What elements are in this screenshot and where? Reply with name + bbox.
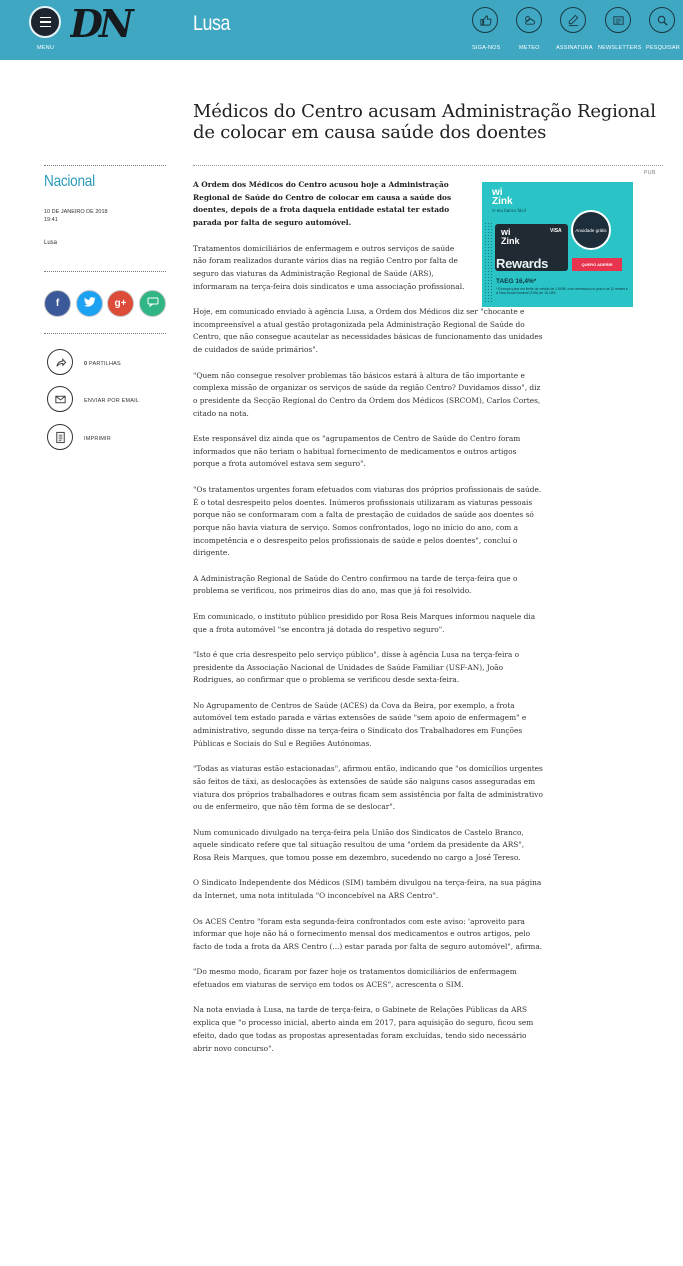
- article-paragraph: Na nota enviada à Lusa, na tarde de terça-feira, o Gabinete de Relações Públicas da ARS explica que "o processo inicial, aberto ainda em 2017, para aquisição do seguro, ficou sem efeito, dado que todas as propostas apresentadas foram excluídas, tendo sido necessário abrir novo concurso".: [193, 1005, 534, 1053]
- dn-logo[interactable]: [70, 2, 136, 46]
- ad-cta-button[interactable]: QUERO ADERIR: [572, 258, 622, 271]
- card-brand-bottom: Zink: [501, 236, 520, 246]
- ad-tagline: O teu banco fácil: [492, 208, 526, 213]
- ad-fine-print: * Exemplo para um limite de crédito de 1.500€, com reembolso no prazo de 12 meses e à Taxa Anual Nominal (TAN) de 16,18%.: [496, 287, 628, 295]
- article-paragraph: "Isto é que cria desrespeito pelo serviço público", disse à agência Lusa na terça-feira o presidente da Associação Nacional de Unidades de Saúde Familiar (USF-AN), João Rodrigues, ao confirmar que o problema se verificou desde sexta-feira.: [193, 649, 520, 685]
- share-count-label: PARTILHAS: [89, 361, 121, 367]
- weather-icon[interactable]: [516, 7, 542, 33]
- thumbs-up-icon[interactable]: [472, 7, 498, 33]
- subscription-icon[interactable]: [560, 7, 586, 33]
- print-label[interactable]: IMPRIMIR: [84, 436, 111, 442]
- divider: [44, 333, 166, 334]
- ad-badge: Anuidade grátis: [571, 210, 611, 250]
- email-button[interactable]: [47, 386, 73, 412]
- article-paragraph: Num comunicado divulgado na terça-feira pela União dos Sindicatos de Castelo Branco, aquele sindicato refere que tal situação resultou de uma "ordem da presidente da ARS", Rosa Reis Marques, que tomou posse em dezembro, sucedendo no cargo a José Tereso.: [193, 827, 525, 863]
- facebook-share-button[interactable]: [44, 290, 71, 317]
- article-paragraph: Este responsável diz ainda que os "agrupamentos de Centro de Saúde do Centro foram informados que não teriam o habitual fornecimento de medicamentos e outros artigos porque a frota automóvel estava sem seguro".: [193, 434, 521, 469]
- ad-rewards: Rewards: [496, 256, 549, 271]
- newsletter-icon[interactable]: [605, 7, 631, 33]
- facebook-icon: f: [55, 298, 60, 309]
- article-paragraph: Tratamentos domiciliários de enfermagem e outros serviços de saúde não foram realizados durante vários dias na região Centro por falta de seguro das viaturas da Administração Regional de Saúde (ARS), informaram na terça-feira dois sindicatos e uma associação profissional.: [193, 243, 465, 291]
- envelope-icon: [54, 393, 67, 406]
- menu-button[interactable]: [29, 6, 61, 38]
- section-title[interactable]: Lusa: [193, 12, 231, 35]
- article-body: [193, 179, 543, 1068]
- article-paragraph: "Do mesmo modo, ficaram por fazer hoje os tratamentos domiciliários de enfermagem efetuados em viaturas de serviço em todos os ACES", acrescenta o SIM.: [193, 967, 517, 990]
- pub-label: PUB: [644, 170, 656, 176]
- divider: [44, 165, 166, 166]
- email-label[interactable]: ENVIAR POR EMAIL: [84, 398, 140, 404]
- divider: [193, 165, 663, 166]
- article-paragraph: Hoje, em comunicado enviado à agência Lusa, a Ordem dos Médicos diz ser "chocante e incompreensível a atual gestão protagonizada pela Administração Regional de Saúde do Centro, que não consegue acautelar as necessidades básicas de funcionamento das unidades de cuidados de saúde primários".: [193, 307, 543, 355]
- card-brand-top: wi: [501, 227, 511, 237]
- hamburger-icon: [40, 15, 51, 29]
- article-paragraph: A Administração Regional de Saúde do Centro confirmou na tarde de terça-feira que o problema se verificou, nos primeiros dias do ano, mas que já foi resolvido.: [193, 573, 518, 596]
- article-headline: Médicos do Centro acusam Administração Regional de colocar em causa saúde dos doentes: [193, 101, 656, 144]
- date-text: 10 DE JANEIRO DE 2018: [44, 209, 108, 215]
- share-count: [84, 361, 121, 367]
- messenger-icon: [147, 297, 159, 310]
- article-paragraph: Em comunicado, o instituto público presidido por Rosa Reis Marques informou naquele dia que a frota automóvel "se encontra já dotada do respetivo seguro".: [193, 611, 536, 634]
- ad-brand-top: wi: [492, 187, 503, 198]
- category-link[interactable]: Nacional: [44, 173, 95, 190]
- print-button[interactable]: [47, 424, 73, 450]
- article-paragraph: No Agrupamento de Centros de Saúde (ACES) da Cova da Beira, por exemplo, a frota automóvel tem estado parada e várias extensões de saúde "sem apoio de enfermagem" e administrativo, segundo disse na terça-feira o Sindicato dos Trabalhadores em Funções Públicas e Sociais do Sul e Regiões Autónomas.: [193, 700, 527, 748]
- nav-label-meteo: METEO: [519, 45, 540, 51]
- share-count-number: 0: [84, 361, 88, 367]
- share-button[interactable]: [47, 349, 73, 375]
- article-author: Lusa: [44, 240, 58, 246]
- article-paragraph: O Sindicato Independente dos Médicos (SIM) também divulgou na terça-feira, na sua página da Internet, uma nota intitulada "O inconcebível na ARS Centro".: [193, 878, 542, 901]
- messenger-share-button[interactable]: [139, 290, 166, 317]
- article-date: [44, 208, 108, 224]
- menu-label: MENU: [37, 45, 54, 51]
- twitter-icon: [84, 297, 96, 310]
- search-icon[interactable]: [649, 7, 675, 33]
- nav-label-siga: SIGA-NOS: [472, 45, 501, 51]
- share-arrow-icon: [54, 356, 67, 369]
- article-paragraph: "Os tratamentos urgentes foram efetuados com viaturas dos próprios profissionais de saúde. É o total desrespeito pelos doentes. Inúmeros profissionais utilizaram as viaturas pessoais porque não se conformaram com a falta de prestação de cuidados de saúde aos doentes só porque não havia viatura de serviço. Somos confrontados, logo no início do ano, com a incompetência e o desrespeito pelos profissionais de saúde e pelos doentes", concluí o dirigente.: [193, 484, 542, 558]
- nav-label-pesquisar: PESQUISAR: [646, 45, 680, 51]
- logo-text: DN: [70, 2, 130, 46]
- nav-label-newsletters: NEWSLETTERS: [598, 45, 642, 51]
- print-icon: [54, 431, 67, 444]
- google-plus-share-button[interactable]: [107, 290, 134, 317]
- article-lead: A Ordem dos Médicos do Centro acusou hoje a Administração Regional de Saúde do Centro de colocar em causa a saúde dos doentes, depois de a frota daquela entidade estatal ter estado parada por falta de seguro automóvel.: [193, 180, 452, 228]
- time-text: 19:41: [44, 217, 58, 223]
- top-bar: [0, 0, 683, 60]
- nav-label-assinatura: ASSINATURA: [556, 45, 593, 51]
- article-paragraph: "Quem não consegue resolver problemas tão básicos estará à altura de tão importante e complexa missão de organizar os serviços de saúde da região Centro? Duvidamos disso", diz o presidente da Secção Regional do Centro da Ordem dos Médicos (SRCOM), Carlos Cortes, citado na nota.: [193, 370, 541, 418]
- divider: [44, 271, 166, 272]
- article-paragraph: Os ACES Centro "foram esta segunda-feira confrontados com este aviso: 'aproveito para informar que hoje não há o fornecimento mensal dos medicamentos e outros artigos, pelo facto de toda a frota da ARS Centro (...) estar parada por falta de seguro automóvel", afirma.: [193, 916, 543, 951]
- article-paragraph: "Todas as viaturas estão estacionadas", afirmou então, indicando que "os domicílios urgentes são feitos de táxi, as deslocações às extensões de saúde são nalguns casos asseguradas em viatura dos próprios trabalhadores e outras ficam sem assistência por falta de administrativo ou de enfermeiro, que não têm forma de se deslocar".: [193, 764, 543, 812]
- google-plus-icon: g+: [114, 298, 127, 309]
- ad-brand-bottom: Zink: [492, 196, 513, 207]
- ad-taeg: TAEG 16,4%*: [496, 278, 537, 285]
- twitter-share-button[interactable]: [76, 290, 103, 317]
- visa-logo: VISA: [550, 228, 562, 234]
